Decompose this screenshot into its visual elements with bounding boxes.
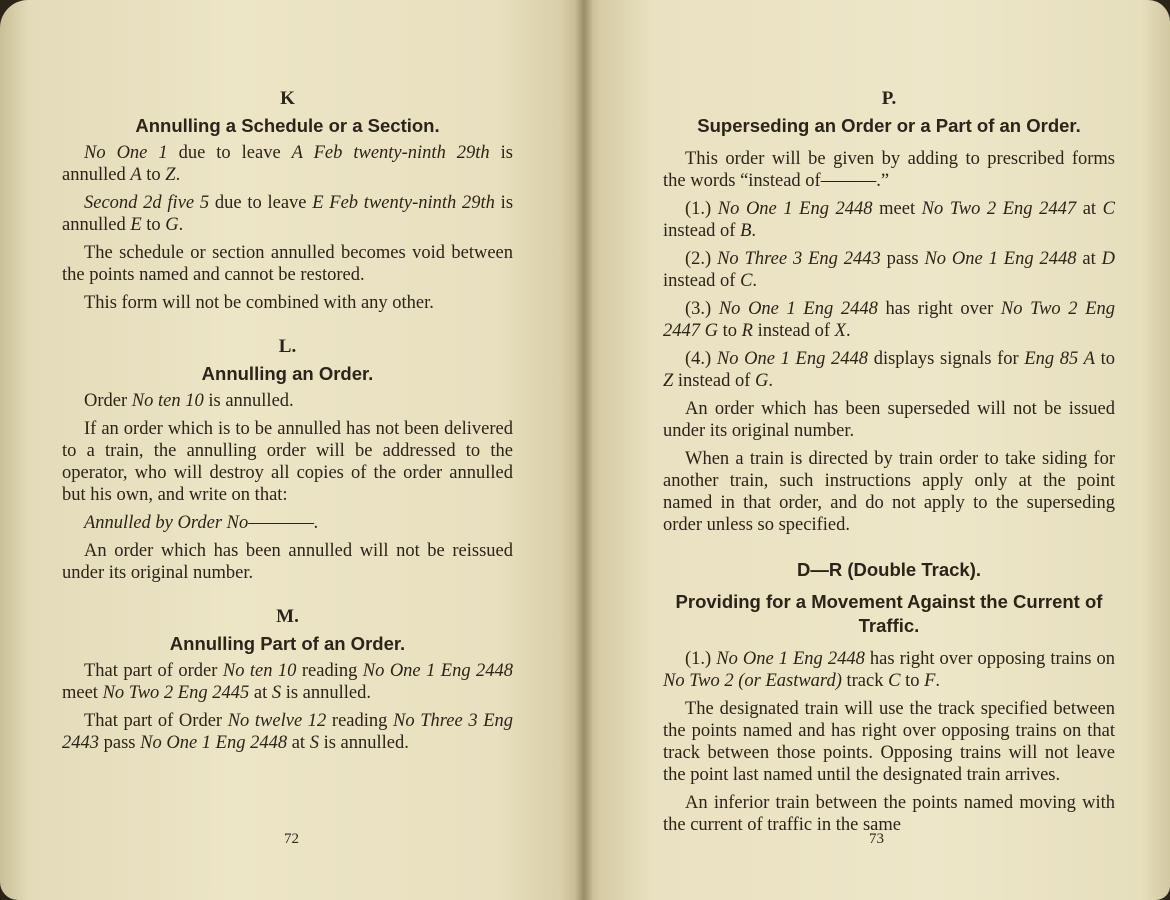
paragraph <box>663 248 1115 292</box>
text-run: E <box>130 215 142 235</box>
text-run: instead of <box>673 371 755 391</box>
section-title-k: Annulling a Schedule or a Section. <box>135 115 440 136</box>
text-run: displays signals for <box>868 349 1025 369</box>
text-run: at <box>1076 249 1102 269</box>
text-run: to <box>1094 349 1115 369</box>
paragraph <box>663 298 1115 342</box>
text-run: at <box>249 683 272 703</box>
text-run: No One 1 <box>84 143 168 163</box>
text-run: That part of order <box>84 661 223 681</box>
section-letter-dr: D—R (Double Track). <box>797 559 981 580</box>
text-run: pass <box>880 249 925 269</box>
text-run: S <box>309 733 319 753</box>
text-run: No Two 2 Eng 2447 <box>921 199 1077 219</box>
text-run: instead of <box>663 221 741 241</box>
paragraph: The designated train will use the track specified between the points named and has right over opposing trains on that track between those points. Opposing trains will not leave the point last named until the designated train arrives. <box>663 699 1115 785</box>
section-title-p: Superseding an Order or a Part of an Order. <box>697 115 1081 136</box>
text-run: . <box>845 321 851 341</box>
text-run: pass <box>99 733 141 753</box>
section-letter-k: K <box>280 88 295 109</box>
text-run: track <box>841 671 889 691</box>
text-run: is annulled. <box>281 683 372 703</box>
text-run: meet <box>872 199 922 219</box>
text-run: (3.) <box>685 299 719 319</box>
text-run: No One 1 Eng 2448 <box>718 299 878 319</box>
text-run: No Two 2 (or Eastward) <box>663 671 842 691</box>
text-run: to <box>900 671 925 691</box>
paragraph: An order which has been superseded will not be issued under its original number. <box>663 399 1115 441</box>
paragraph <box>62 710 513 754</box>
page-number: 72 <box>284 831 299 847</box>
text-run: Second 2d five 5 <box>84 193 210 213</box>
text-run: A <box>130 165 142 185</box>
text-run: . <box>752 271 758 291</box>
text-run: reading <box>296 661 363 681</box>
text-run: No One 1 Eng 2448 <box>717 199 873 219</box>
text-run: No One 1 Eng 2448 <box>140 733 288 753</box>
text-run: S <box>271 683 282 703</box>
text-run: No ten 10 <box>222 661 297 681</box>
text-run: to <box>141 165 166 185</box>
text-run: . <box>175 165 181 185</box>
spacer <box>62 590 513 606</box>
paragraph <box>663 648 1115 692</box>
text-run: meet <box>62 683 103 703</box>
text-run: is annulled <box>62 143 514 185</box>
text-run: instead of <box>663 271 741 291</box>
text-run: . <box>178 215 184 235</box>
text-run: D <box>1101 249 1115 269</box>
text-run: to <box>141 215 166 235</box>
section-title-m: Annulling Part of an Order. <box>169 633 406 654</box>
text-run: E Feb twenty-ninth 29th <box>312 193 495 213</box>
book-gutter <box>575 0 593 900</box>
text-run: No One 1 Eng 2448 <box>924 249 1077 269</box>
text-run: (1.) <box>685 199 718 219</box>
text-run: No Three 3 Eng 2443 <box>62 711 513 753</box>
paragraph: Annulled by Order No————. <box>84 513 319 533</box>
text-run: No Two 2 Eng 2447 G <box>663 299 1115 341</box>
text-run: instead of <box>752 321 835 341</box>
paragraph: This order will be given by adding to prescribed forms the words “instead of———.” <box>663 149 1115 191</box>
text-run: at <box>1076 199 1103 219</box>
text-run: has right over <box>877 299 1001 319</box>
right-page <box>583 0 1170 900</box>
text-run: A Feb twenty-ninth 29th <box>291 143 490 163</box>
section-title-l: Annulling an Order. <box>201 363 374 384</box>
text-run: is annulled. <box>203 391 294 411</box>
paragraph <box>62 192 513 236</box>
text-run: is annulled <box>62 193 514 235</box>
paragraph: An inferior train between the points named moving with the current of traffic in the same <box>663 793 1115 835</box>
paragraph <box>62 142 513 186</box>
text-run: has right over opposing trains on <box>864 649 1115 669</box>
page-number: 73 <box>869 831 884 847</box>
text-run: No One 1 Eng 2448 <box>716 349 869 369</box>
text-run: No ten 10 <box>131 391 204 411</box>
text-run: is annulled. <box>318 733 409 753</box>
text-run: No One 1 Eng 2448 <box>716 649 865 669</box>
spacer <box>62 320 513 336</box>
paragraph: When a train is directed by train order to take siding for another train, such instructions apply only at the point named in that order, and do not apply to the superseding order unless so specified. <box>663 449 1115 535</box>
text-run: Z <box>663 371 674 391</box>
spacer <box>663 542 1115 558</box>
text-run: (4.) <box>685 349 717 369</box>
text-run: C <box>740 271 753 291</box>
text-run: G <box>165 215 179 235</box>
text-run: That part of Order <box>84 711 228 731</box>
text-run: F <box>924 671 936 691</box>
text-run: Eng 85 A <box>1024 349 1095 369</box>
text-run: C <box>1102 199 1115 219</box>
text-run: G <box>754 371 769 391</box>
section-title-dr: Providing for a Movement Against the Current of Traffic. <box>675 591 1103 636</box>
paragraph: An order which has been annulled will not be reissued under its original number. <box>62 541 513 583</box>
text-run: . <box>768 371 773 391</box>
paragraph <box>62 660 513 704</box>
paragraph: This form will not be combined with any other. <box>84 293 434 313</box>
text-run: due to leave <box>209 193 313 213</box>
text-run: B <box>740 221 752 241</box>
text-run: . <box>751 221 756 241</box>
section-letter-p: P. <box>881 88 897 109</box>
text-run: (1.) <box>685 649 717 669</box>
left-page <box>0 0 583 900</box>
paragraph <box>62 390 513 412</box>
text-run: Z <box>165 165 176 185</box>
text-run: . <box>935 671 941 691</box>
paragraph <box>663 198 1115 242</box>
text-run: X <box>834 321 846 341</box>
text-run: C <box>888 671 901 691</box>
paragraph <box>663 348 1115 392</box>
text-run: at <box>287 733 310 753</box>
text-run: No One 1 Eng 2448 <box>362 661 514 681</box>
section-letter-m: M. <box>276 606 299 627</box>
text-run: No twelve 12 <box>227 711 327 731</box>
paragraph: If an order which is to be annulled has not been delivered to a train, the annulling order will be addressed to the operator, who will destroy all copies of the order annulled but his own, and write on that: <box>62 419 513 505</box>
text-run: to <box>718 321 742 341</box>
text-run: due to leave <box>167 143 292 163</box>
text-run: reading <box>326 711 394 731</box>
section-letter-l: L. <box>278 336 297 357</box>
text-run: No Three 3 Eng 2443 <box>717 249 881 269</box>
text-run: R <box>741 321 753 341</box>
paragraph: The schedule or section annulled becomes void between the points named and cannot be restored. <box>62 243 513 285</box>
text-run: (2.) <box>685 249 718 269</box>
text-run: Order <box>84 391 132 411</box>
text-run: No Two 2 Eng 2445 <box>102 683 250 703</box>
